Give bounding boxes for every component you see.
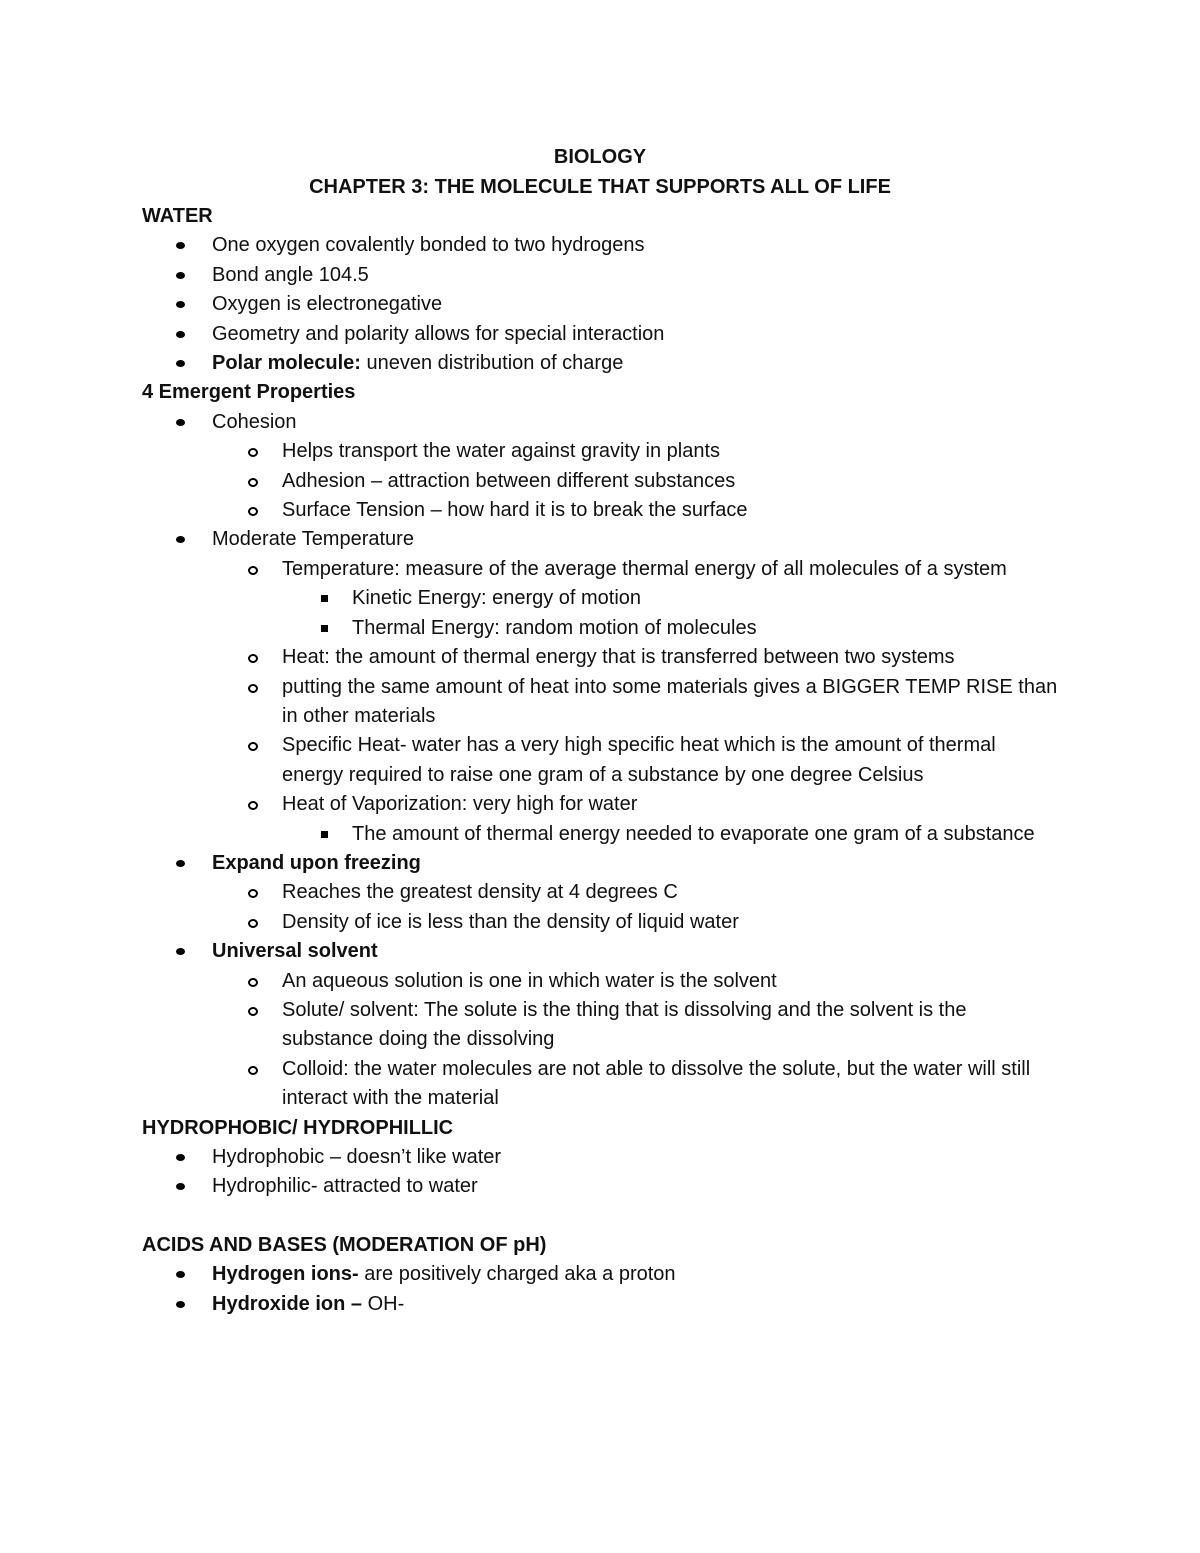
circle-bullet-icon bbox=[248, 507, 258, 516]
circle-bullet-icon bbox=[248, 1007, 258, 1016]
water-list bbox=[142, 231, 1062, 378]
sub-item: Adhesion – attraction between different substances bbox=[142, 467, 1062, 496]
section-heading-hydrophobic: HYDROPHOBIC/ HYDROPHILLIC bbox=[142, 1116, 454, 1139]
bullet-icon bbox=[176, 536, 185, 543]
circle-bullet-icon bbox=[248, 889, 258, 898]
list-item-cohesion: Cohesion bbox=[142, 408, 1062, 437]
square-bullet-icon bbox=[321, 831, 328, 838]
circle-bullet-icon bbox=[248, 1066, 258, 1075]
bullet-icon bbox=[176, 1271, 185, 1278]
term-hydroxide-ion: Hydroxide ion – bbox=[212, 1292, 363, 1315]
sub-sub-item: The amount of thermal energy needed to evaporate one gram of a substance bbox=[142, 820, 1062, 849]
list-item: Polar molecule: uneven distribution of charge bbox=[142, 349, 1062, 378]
sub-sub-item: Thermal Energy: random motion of molecules bbox=[142, 614, 1062, 643]
hydro-list bbox=[142, 1143, 1062, 1202]
circle-bullet-icon bbox=[248, 742, 258, 751]
bullet-icon bbox=[176, 1183, 185, 1190]
list-item: Geometry and polarity allows for special interaction bbox=[142, 320, 1062, 349]
sub-item: Density of ice is less than the density of liquid water bbox=[142, 908, 1062, 937]
list-item: Hydroxide ion – OH- bbox=[142, 1290, 1062, 1319]
list-item: One oxygen covalently bonded to two hydrogens bbox=[142, 231, 1062, 260]
bullet-icon bbox=[176, 301, 185, 308]
document-title: BIOLOGY bbox=[553, 146, 647, 168]
sub-item: Surface Tension – how hard it is to break the surface bbox=[142, 496, 1062, 525]
acids-list bbox=[142, 1260, 1062, 1319]
list-item: Hydrophilic- attracted to water bbox=[142, 1172, 1062, 1201]
circle-bullet-icon bbox=[248, 654, 258, 663]
sub-item: Reaches the greatest density at 4 degrees C bbox=[142, 878, 1062, 907]
list-item: Hydrophobic – doesn’t like water bbox=[142, 1143, 1062, 1172]
list-item: Hydrogen ions- are positively charged aka a proton bbox=[142, 1260, 1062, 1289]
bullet-icon bbox=[176, 331, 185, 338]
term-polar-molecule: Polar molecule: bbox=[212, 352, 361, 375]
bullet-icon bbox=[176, 1154, 185, 1161]
document-body bbox=[142, 202, 1062, 1319]
bullet-icon bbox=[176, 1301, 185, 1308]
circle-bullet-icon bbox=[248, 978, 258, 987]
section-heading-properties: 4 Emergent Properties bbox=[142, 381, 356, 404]
sub-item: Heat of Vaporization: very high for water bbox=[142, 790, 1062, 819]
sub-item: Colloid: the water molecules are not able to dissolve the solute, but the water will still interact with the material bbox=[142, 1055, 1062, 1114]
square-bullet-icon bbox=[321, 625, 328, 632]
circle-bullet-icon bbox=[248, 478, 258, 487]
square-bullet-icon bbox=[321, 595, 328, 602]
circle-bullet-icon bbox=[248, 684, 258, 693]
properties-list bbox=[142, 408, 1062, 1114]
bullet-icon bbox=[176, 419, 185, 426]
sub-item: Temperature: measure of the average thermal energy of all molecules of a system bbox=[142, 555, 1062, 584]
circle-bullet-icon bbox=[248, 566, 258, 575]
list-item: Bond angle 104.5 bbox=[142, 261, 1062, 290]
blank-line bbox=[142, 1202, 1062, 1231]
bullet-icon bbox=[176, 360, 185, 367]
sub-sub-item: Kinetic Energy: energy of motion bbox=[142, 584, 1062, 613]
sub-item: Solute/ solvent: The solute is the thing that is dissolving and the solvent is the substance doing the dissolving bbox=[142, 996, 1062, 1055]
bullet-icon bbox=[176, 860, 185, 867]
list-item: Oxygen is electronegative bbox=[142, 290, 1062, 319]
term-hydrogen-ions: Hydrogen ions- bbox=[212, 1263, 359, 1286]
list-item-moderate-temperature: Moderate Temperature bbox=[142, 525, 1062, 554]
bullet-icon bbox=[176, 272, 185, 279]
bullet-icon bbox=[176, 948, 185, 955]
sub-item: Heat: the amount of thermal energy that is transferred between two systems bbox=[142, 643, 1062, 672]
sub-item: putting the same amount of heat into some materials gives a BIGGER TEMP RISE than in other materials bbox=[142, 673, 1062, 732]
list-item-universal-solvent: Universal solvent bbox=[142, 937, 1062, 966]
circle-bullet-icon bbox=[248, 801, 258, 810]
chapter-title: CHAPTER 3: THE MOLECULE THAT SUPPORTS ALL OF LIFE bbox=[309, 175, 891, 198]
section-heading-water: WATER bbox=[142, 205, 213, 227]
circle-bullet-icon bbox=[248, 448, 258, 457]
sub-item: An aqueous solution is one in which water is the solvent bbox=[142, 967, 1062, 996]
section-heading-acids-bases: ACIDS AND BASES (MODERATION OF pH) bbox=[142, 1233, 547, 1256]
list-item-expand-upon-freezing: Expand upon freezing bbox=[142, 849, 1062, 878]
sub-item: Helps transport the water against gravity in plants bbox=[142, 437, 1062, 466]
sub-item: Specific Heat- water has a very high specific heat which is the amount of thermal energy required to raise one gram of a substance by one degree Celsius bbox=[142, 731, 1062, 790]
bullet-icon bbox=[176, 242, 185, 249]
circle-bullet-icon bbox=[248, 919, 258, 928]
